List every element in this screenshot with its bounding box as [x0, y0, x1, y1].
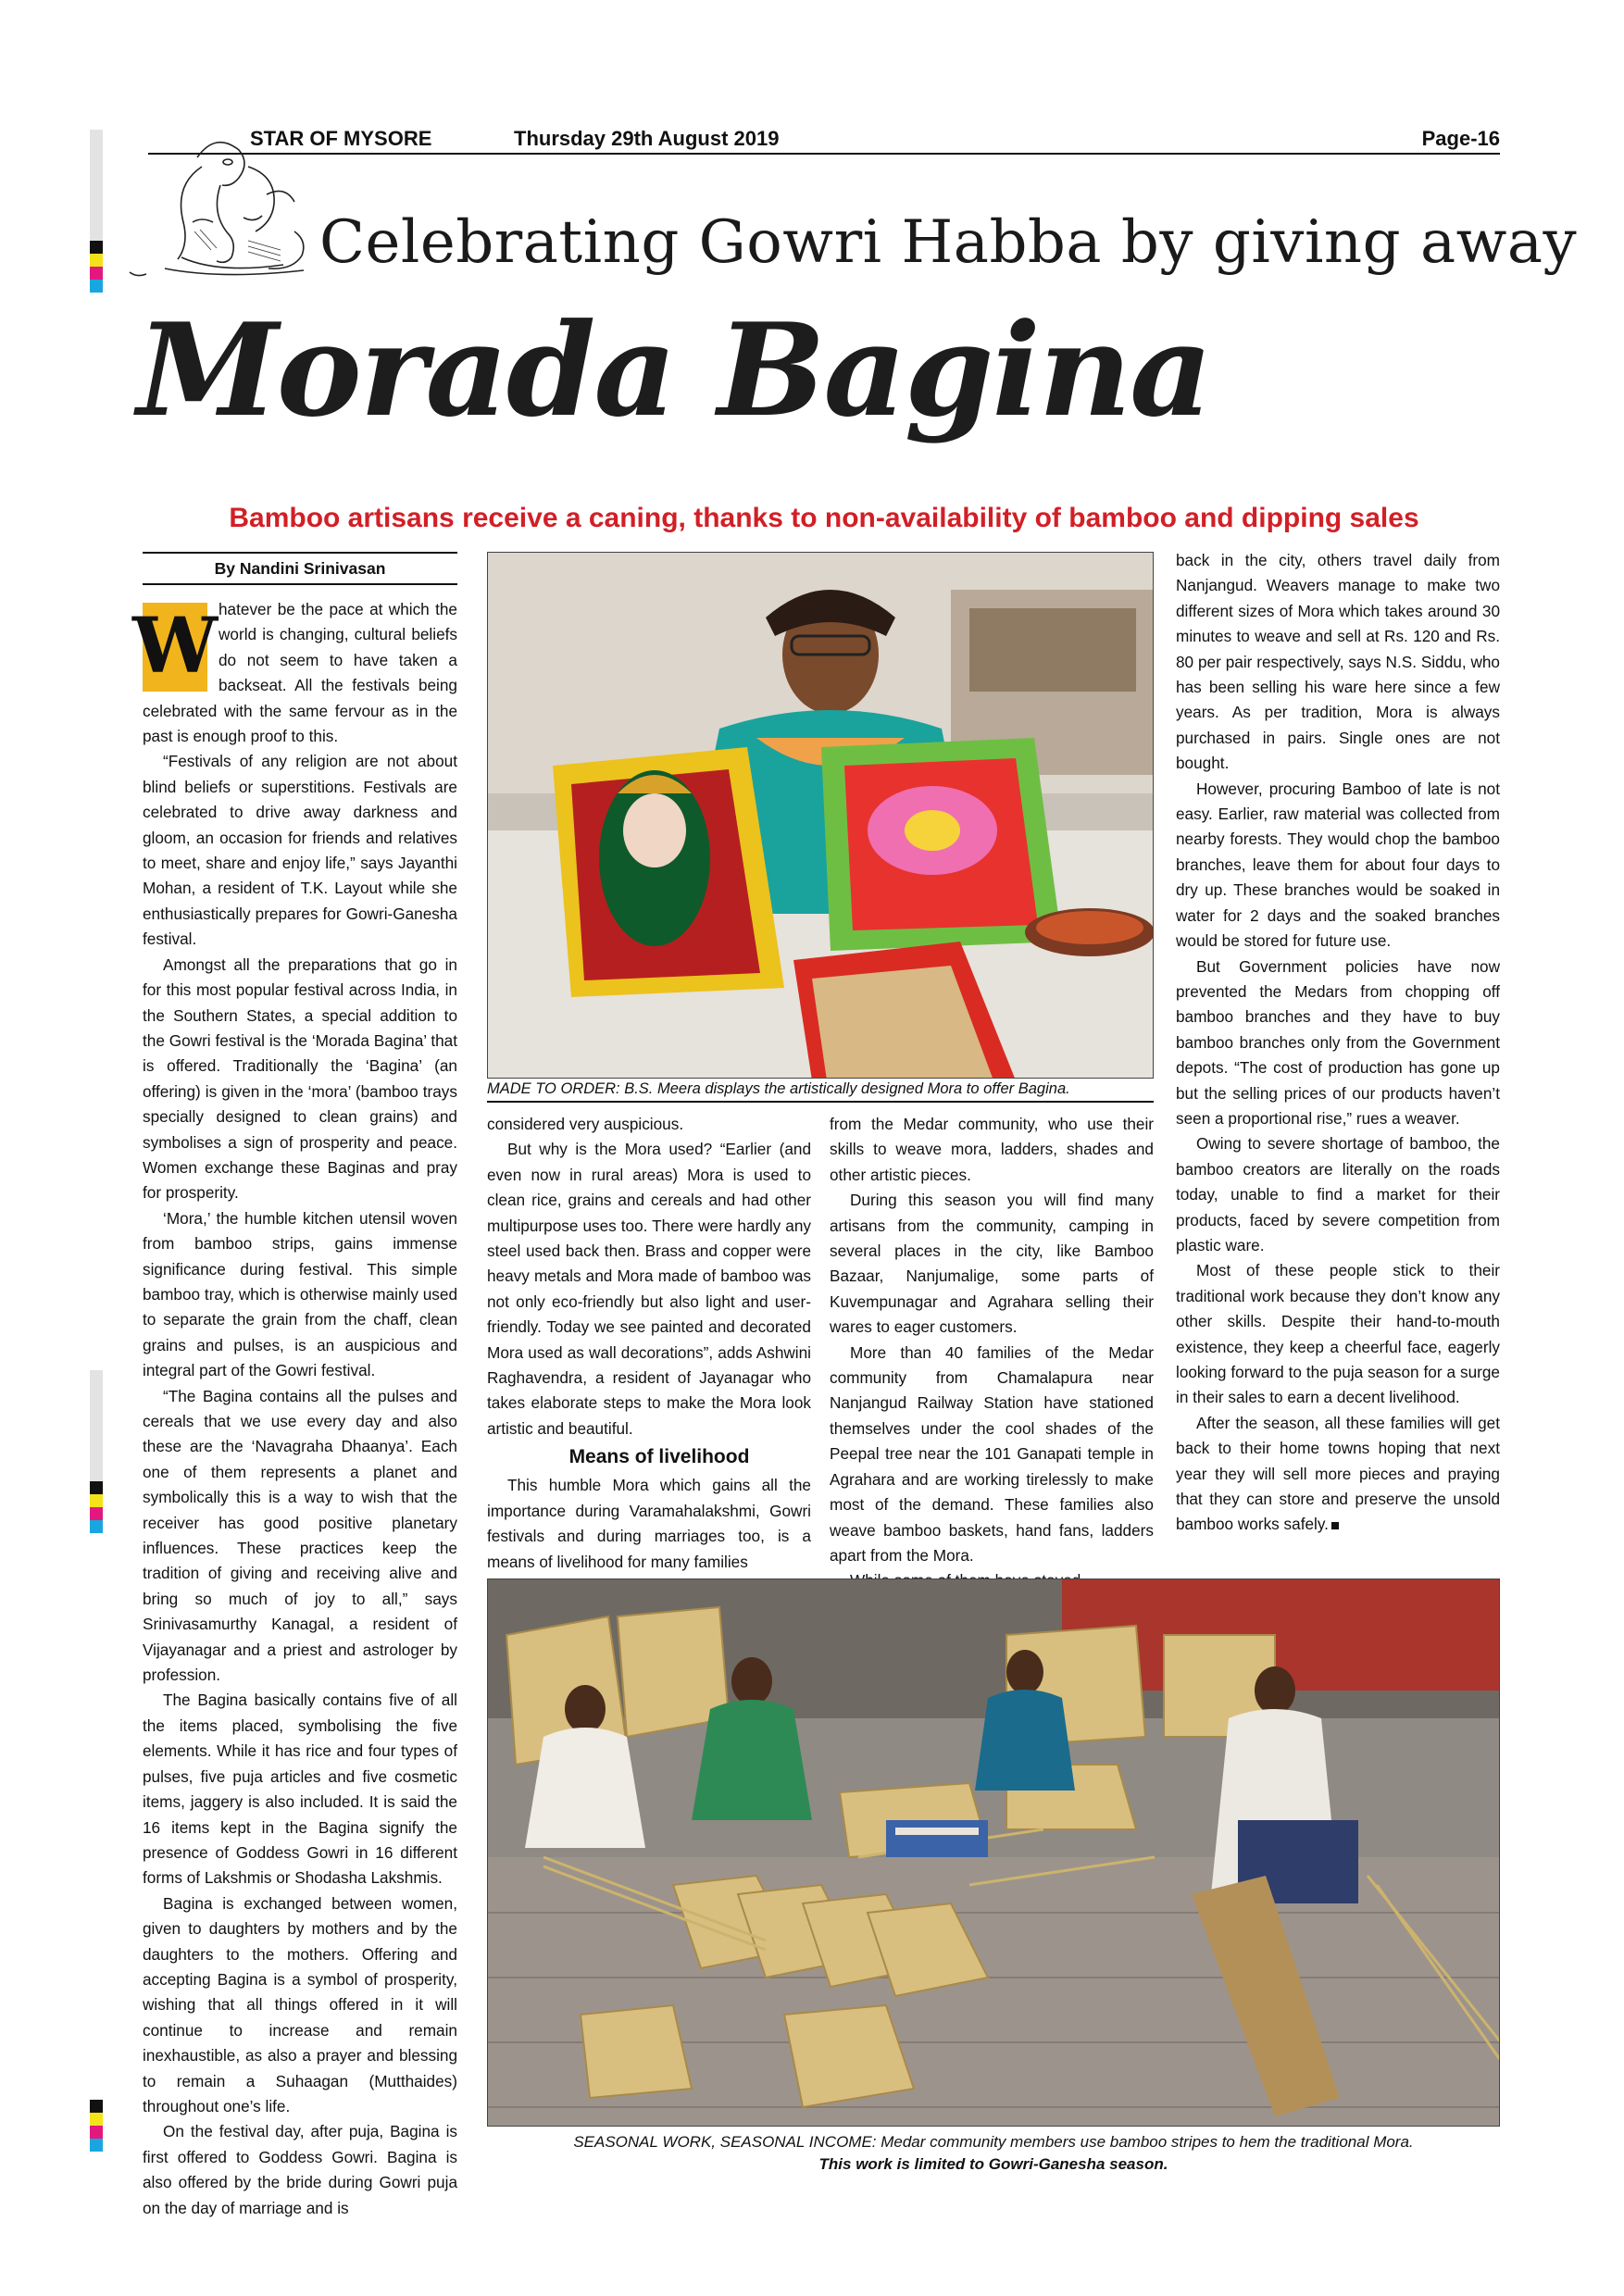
article-column-4	[1176, 548, 1500, 1538]
registration-marks-middle	[90, 1370, 103, 1533]
article-column-3	[830, 1112, 1154, 1594]
article-paragraph: During this season you will find many artisans from the community, camping in several places in the city, like Bamboo Bazaar, Nanjumalige, some parts of Kuvempunagar and Agrahara selling their wares to eager customers.	[830, 1191, 1154, 1337]
photo-artisans-weaving-bamboo	[487, 1578, 1500, 2127]
end-of-article-mark	[1331, 1522, 1339, 1529]
article-column-1	[131, 597, 457, 2221]
registration-marks-top	[90, 130, 103, 293]
article-paragraph: After the season, all these families will get back to their home towns hoping that next year they will sell more pieces and praying that they can store and preserve the unsold bamboo works safely.	[1176, 1413, 1500, 1534]
article-paragraph: considered very auspicious.	[487, 1115, 684, 1133]
article-paragraph: However, procuring Bamboo of late is not easy. Earlier, raw material was collected from nearby forests. They would chop the bamboo branches, leave them for about four days to dry up. These branches would be soaked in water for 2 days and the soaked branches would be stored for future use.	[1176, 779, 1500, 951]
article-paragraph: “The Bagina contains all the pulses and cereals that we use every day and also these are the ‘Navagraha Dhaanya’. Each one of them represents a planet and symbolically this is a way to wish that the receiver has good positive planetary influences. These practices keep the tradition of giving and receiving alive and bring so much of joy to all,” says Srinivasamurthy Kanagal, a resident of Vijayanagar and a priest and astrologer by profession.	[143, 1386, 457, 1685]
article-paragraph: “Festivals of any religion are not about blind beliefs or superstitions. Festivals are celebrated to drive away darkness and gloom, an occasion for friends and relatives to meet, share and enjoy life,” says Jayanthi Mohan, a resident of T.K. Layout while she enthusiastically prepares for Gowri-Ganesha festival.	[143, 752, 457, 949]
article-paragraph: More than 40 families of the Medar community from Chamalapura near Nanjangud Railway Station have stationed themselves under the cool shades of the Peepal tree near the 101 Ganapati temple in Agrahara and are working tirelessly to make most of the demand. These families also weave bamboo baskets, hand fans, ladders apart from the Mora.	[830, 1342, 1154, 1565]
article-paragraph: Amongst all the preparations that go in for this most popular festival across India, in the Southern States, a special addition to the Gowri festival is the ‘Morada Bagina’ that is offered. Traditionally the ‘Bagina’ (an offering) is given in the ‘mora’ (bamboo trays specially designed to clean grains) and symbolises a sign of prosperity and peace. Women exchange these Baginas and pray for prosperity.	[143, 955, 457, 1203]
article-paragraph: But why is the Mora used? “Earlier (and even now in rural areas) Mora is used to clean rice, grains and cereals and had other multipurpose uses too. There were hardly any steel used back then. Brass and copper were heavy metals and Mora made of bamboo was not only eco-friendly but also light and user-friendly. Today we see painted and decorated Mora used as wall decorations”, adds Ashwini Raghavendra, a resident of Jayanagar who takes elaborate steps to make the Mora look artistic and beautiful.	[487, 1140, 811, 1438]
article-column-2	[487, 1112, 811, 1575]
page-title: Morada Bagina	[137, 294, 1211, 445]
article-paragraph: W hatever be the pace at which the world is changing, cultural beliefs do not seem to have taken a backseat. All the festivals being celebrated with the same fervour as in the past is enough proof to this.	[131, 600, 457, 746]
article-paragraph: This humble Mora which gains all the importance during Varamahalakshmi, Gowri festivals and during marriages too, is a means of livelihood for many families	[487, 1476, 811, 1571]
issue-date: Thursday 29th August 2019	[514, 127, 780, 150]
photo-caption-2-line-2: This work is limited to Gowri-Ganesha season.	[818, 2155, 1168, 2173]
photo-caption-2	[487, 2131, 1500, 2176]
headline-deck: Bamboo artisans receive a caning, thanks to non-availability of bamboo and dipping sales	[229, 503, 1419, 533]
article-paragraph: But Government policies have now prevented the Medars from chopping off bamboo branches and they have to buy bamboo branches only from the Government depots. “The cost of production has gone up but the selling prices of our products haven’t seen a proportional rise,” rues a weaver.	[1176, 956, 1500, 1128]
byline: By Nandini Srinivasan	[143, 552, 457, 585]
ganesha-sketch-illustration	[109, 130, 322, 292]
publication-name: STAR OF MYSORE	[250, 127, 432, 150]
headline-kicker: Celebrating Gowri Habba by giving away	[319, 208, 1578, 277]
drop-cap: W	[131, 602, 219, 692]
registration-marks-bottom	[90, 2100, 103, 2152]
photo-woman-with-decorated-mora	[487, 552, 1154, 1079]
photo-caption-2-line-1: SEASONAL WORK, SEASONAL INCOME: Medar community members use bamboo stripes to hem the traditional Mora.	[573, 2133, 1414, 2151]
article-paragraph: Owing to severe shortage of bamboo, the bamboo creators are literally on the roads today, unable to find a market for their products, faced by severe competition from plastic ware.	[1176, 1134, 1500, 1254]
article-paragraph: back in the city, others travel daily from Nanjangud. Weavers manage to make two different sizes of Mora which takes around 30 minutes to weave and sell at Rs. 120 and Rs. 80 per pair respectively, says N.S. Siddu, who has been selling his ware here since a few years. As per tradition, Mora is always purchased in pairs. Single ones are not bought.	[1176, 551, 1500, 773]
article-paragraph: from the Medar community, who use their skills to weave mora, ladders, shades and other artistic pieces.	[830, 1115, 1154, 1184]
section-subheading: Means of livelihood	[568, 1446, 750, 1468]
article-paragraph: Bagina is exchanged between women, given to daughters by mothers and by the daughters to the mothers. Offering and accepting Bagina is a symbol of prosperity, wishing that all things offered in it will continue to increase and remain inexhaustible, as also a prayer and blessing to remain a Suhaagan (Mutthaides) throughout one’s life.	[143, 1893, 457, 2115]
page-header	[148, 123, 1500, 155]
photo-caption-1: MADE TO ORDER: B.S. Meera displays the artistically designed Mora to offer Bagina.	[487, 1080, 1154, 1103]
article-paragraph: ‘Mora,’ the humble kitchen utensil woven from bamboo strips, gains immense significance during festival. This simple bamboo tray, which is otherwise mainly used to separate the grain from the chaff, clean grains and pulses, is an auspicious and integral part of the Gowri festival.	[143, 1208, 457, 1380]
article-paragraph: On the festival day, after puja, Bagina is first offered to Goddess Gowri. Bagina is also offered by the bride during Gowri puja on the day of marriage and is	[143, 2122, 457, 2217]
page-number: Page-16	[1421, 127, 1500, 150]
article-paragraph: The Bagina basically contains five of all the items placed, symbolising the five elements. While it has rice and four types of pulses, five puja articles and five cosmetic items, jaggery is also included. It is said the 16 items kept in the Bagina signify the presence of Goddess Gowri in 16 different forms of Lakshmis or Shodasha Lakshmis.	[143, 1691, 457, 1888]
article-paragraph: Most of these people stick to their traditional work because they don’t know any other skills. Despite their hand-to-mouth existence, they keep a cheerful face, eagerly looking forward to the puja season for a surge in their sales to earn a decent livelihood.	[1176, 1261, 1500, 1407]
